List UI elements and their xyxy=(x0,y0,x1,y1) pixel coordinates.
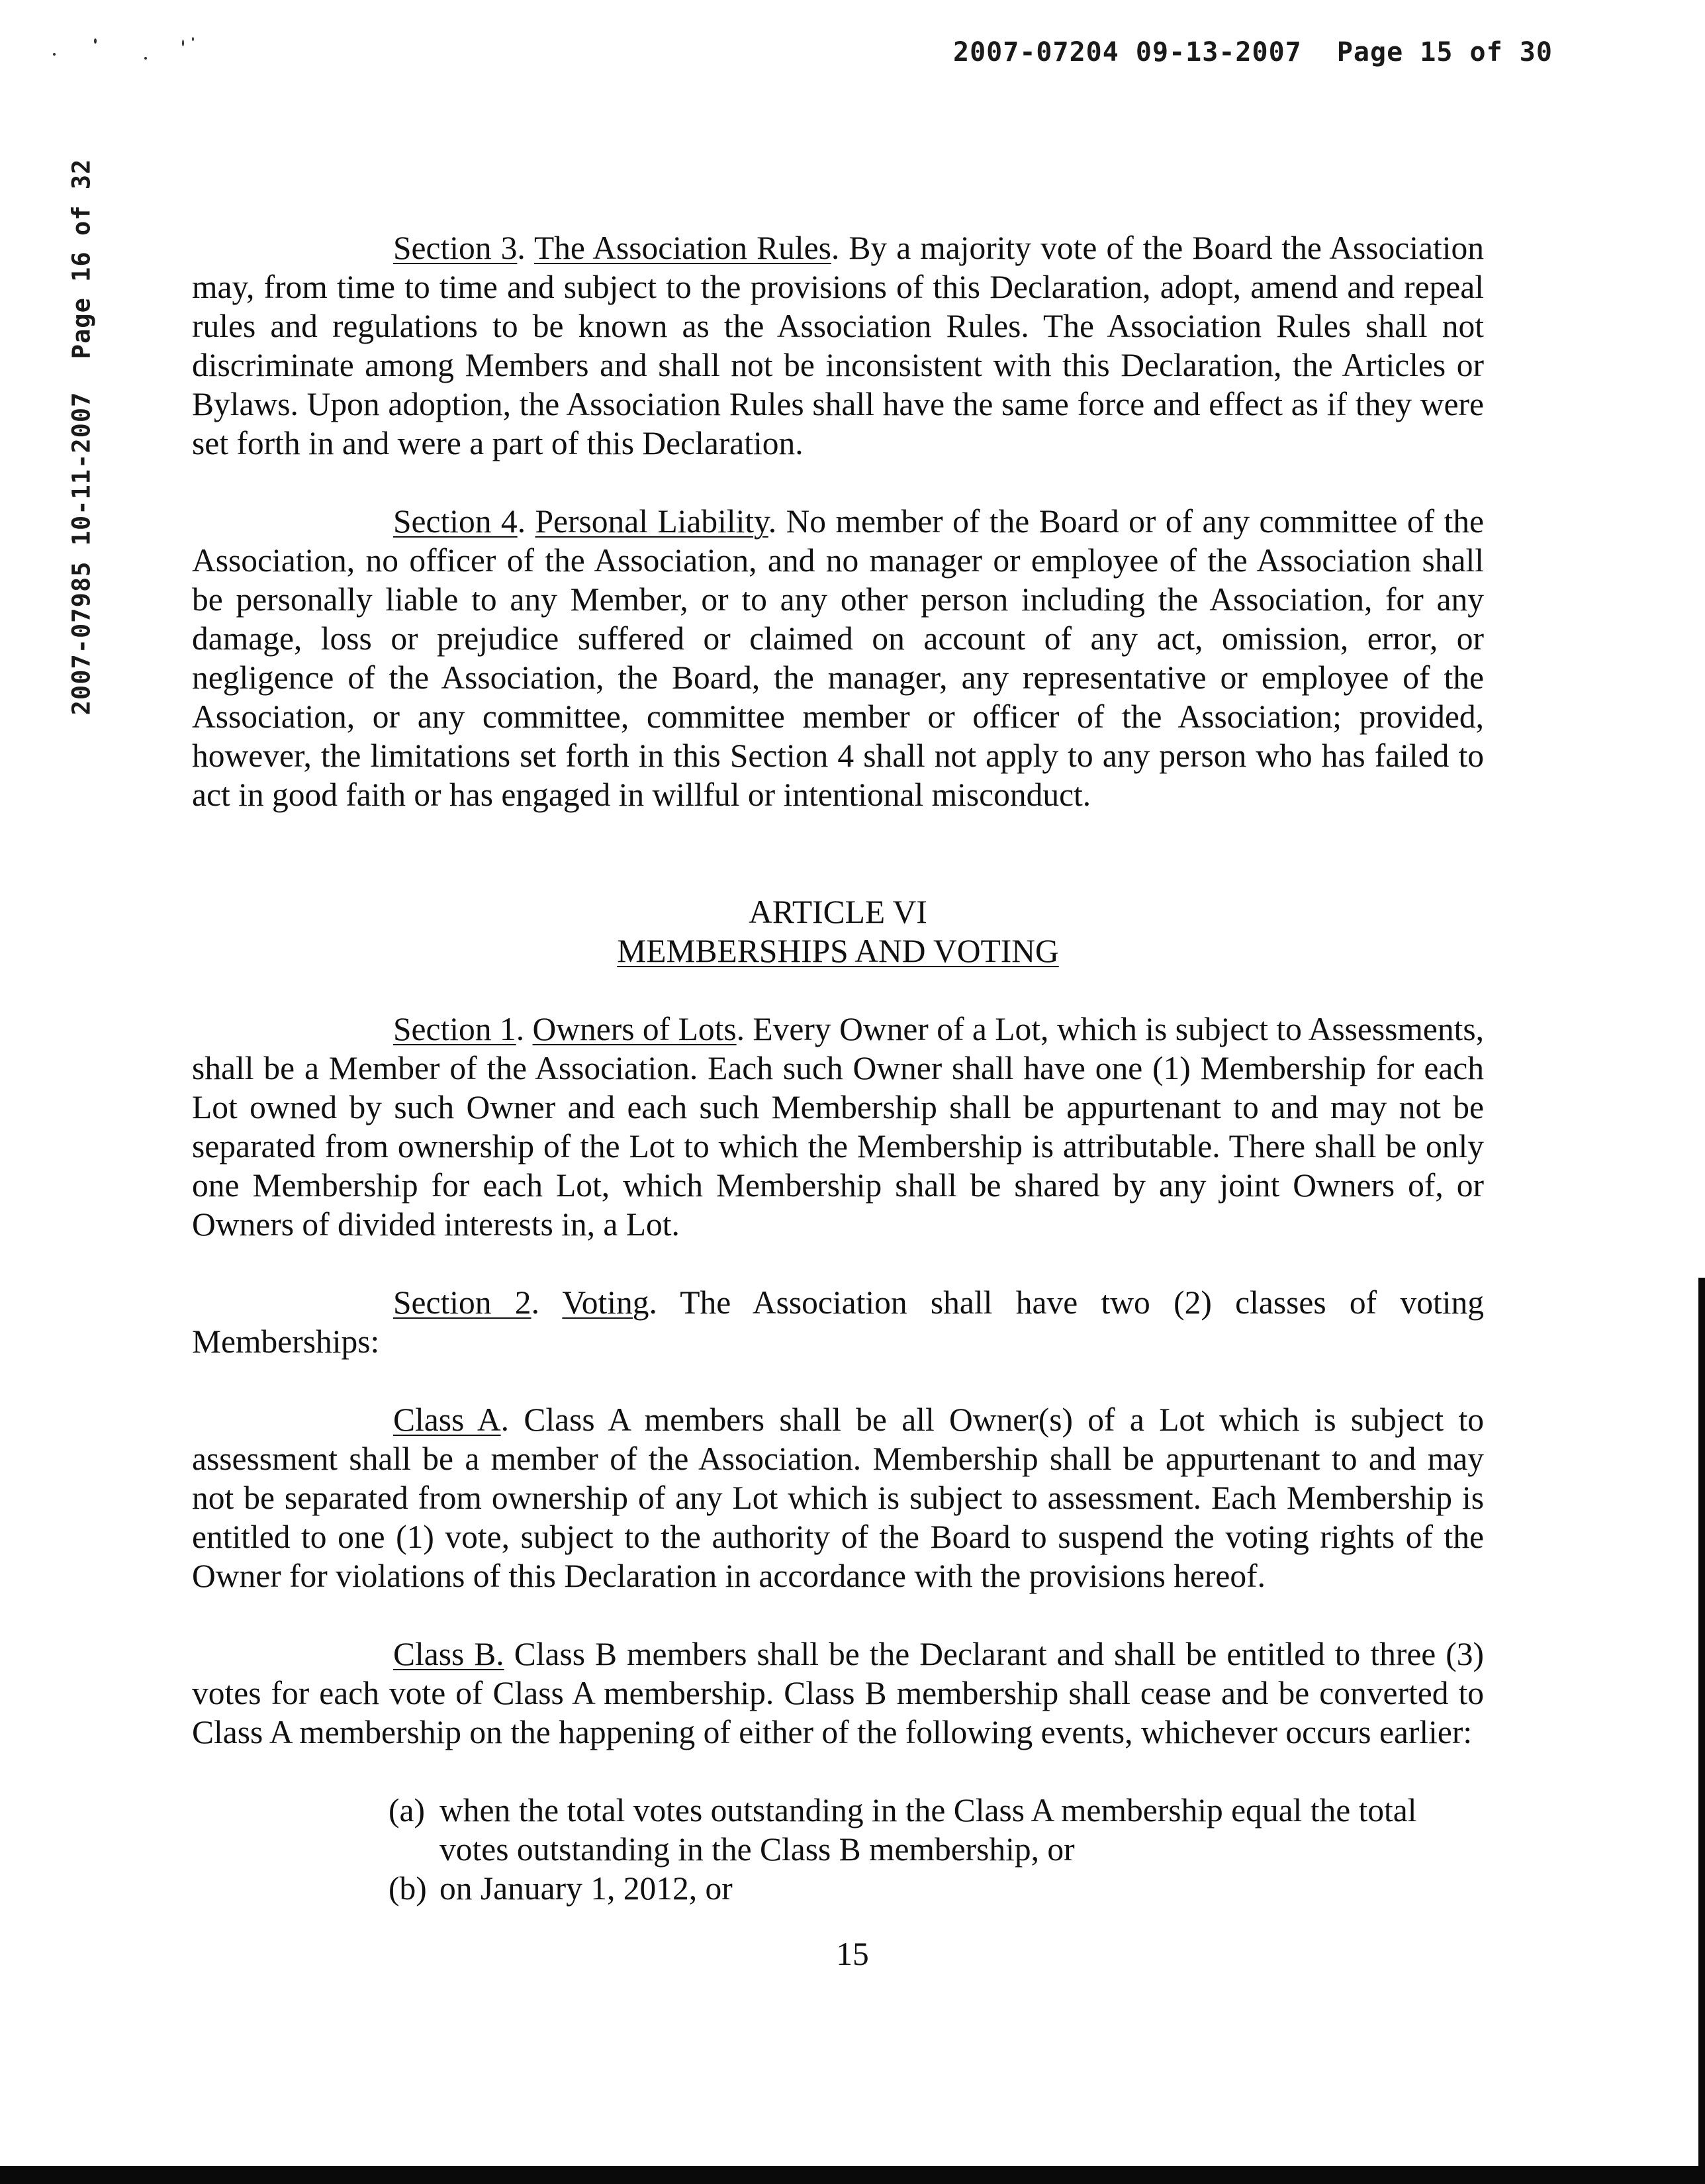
stamp-page: Page 16 of 32 xyxy=(67,158,96,359)
class-a-text: . Class A members shall be all Owner(s) of a Lot which is subject to assessment shall be a member of the Association. Membership shall be appurtenant to and may not be separated from ownership of any Lot which is subject to assessment. Each Membership is entitled to one (1) vote, subject to the authority of the Board to suspend the voting rights of the Owner for violations of this Declaration in accordance with the provisions hereof. xyxy=(192,1401,1484,1594)
list-item-text: when the total votes outstanding in the Class A membership equal the total votes outstanding in the Class B membership, or xyxy=(439,1792,1417,1868)
scan-speck xyxy=(192,37,194,41)
section-1-text: Every Owner of a Lot, which is subject to Assessments, shall be a Member of the Association. Each such Owner shall have one (1) Membership for each Lot owned by such Owner and each such Membership shall be appurtenant to and may not be separated from ownership of the Lot to which the Membership is attributable. There shall be only one Membership for each Lot, which Membership shall be shared by any joint Owners of, or Owners of divided interests in, a Lot. xyxy=(192,1011,1485,1243)
section-1-label: Section 1 xyxy=(393,1011,516,1047)
section-3-paragraph: Section 3. The Association Rules. By a majority vote of the Board the Association may, from time to time and subject to the provisions of this Declaration, adopt, amend and repeal rules and regulations to be known as the Association Rules. The Association Rules shall not discriminate among Members and shall not be inconsistent with this Declaration, the Articles or Bylaws. Upon adoption, the Association Rules shall have the same force and effect as if they were set forth in and were a part of this Declaration. xyxy=(192,230,1485,461)
scan-edge xyxy=(1698,0,1705,1278)
class-a-paragraph xyxy=(192,1400,1484,1595)
list-item-text: on January 1, 2012, or xyxy=(439,1870,733,1907)
document-body xyxy=(192,228,1484,1908)
side-stamp xyxy=(68,159,96,716)
fax-page: Page 15 of 30 xyxy=(1336,37,1553,68)
section-2-paragraph: Section 2. Voting. The Association shall have two (2) classes of voting Memberships: xyxy=(192,1284,1484,1360)
fax-header xyxy=(953,37,1553,68)
section-4-title: Personal Liability xyxy=(535,503,768,540)
scan-edge-dark xyxy=(1698,1278,1705,2166)
stamp-date: 10-11-2007 xyxy=(67,391,96,546)
class-b-text: Class B members shall be the Declarant and shall be entitled to three (3) votes for each vote of Class A membership. Class B membership shall cease and be converted to Class A membership on the happening of either of the following events, whichever occurs earlier: xyxy=(192,1636,1484,1750)
section-2-text: The Association shall have two (2) classes of voting Memberships: xyxy=(192,1284,1484,1360)
list-item xyxy=(389,1791,1484,1869)
scan-speck xyxy=(144,57,147,60)
stamp-doc-number: 2007-07985 xyxy=(67,561,96,716)
article-heading xyxy=(192,892,1484,971)
list-marker: (a) xyxy=(389,1792,425,1828)
section-4-text: No member of the Board or of any committee of the Association, no officer of the Association, and no manager or employee of the Association shall be personally liable to any Member, or to any other person including the Association, for any damage, loss or prejudice suffered or claimed on account of any act, omission, error, or negligence of the Association, the Board, the manager, any representative or employee of the Association, or any committee, committee member or officer of the Association; provided, however, the limitations set forth in this Section 4 shall not apply to any person who has failed to act in good faith or has engaged in willful or intentional misconduct. xyxy=(192,503,1484,813)
class-b-paragraph xyxy=(192,1635,1484,1752)
article-title: MEMBERSHIPS AND VOTING xyxy=(617,933,1059,969)
section-3-title: The Association Rules xyxy=(533,230,831,266)
class-b-label: Class B. xyxy=(393,1636,504,1672)
list-item xyxy=(389,1869,1484,1908)
section-2-title: Voting xyxy=(562,1284,649,1321)
fax-date: 09-13-2007 xyxy=(1135,37,1302,68)
section-3-label: Section 3 xyxy=(393,230,518,266)
section-4-paragraph: Section 4. Personal Liability. No member of the Board or of any committee of the Association, no officer of the Association, and no manager or employee of the Association shall be personally liable to any Member, or to any other person including the Association, for any damage, loss or prejudice suffered or claimed on account of any act, omission, error, or negligence of the Association, the Board, the manager, any representative or employee of the Association, or any committee, committee member or officer of the Association; provided, however, the limitations set forth in this Section 4 shall not apply to any person who has failed to act in good faith or has engaged in willful or intentional misconduct. xyxy=(192,503,1484,813)
section-1-title: Owners of Lots xyxy=(532,1011,737,1047)
article-number: ARTICLE VI xyxy=(749,894,927,930)
list-marker: (b) xyxy=(389,1870,427,1907)
section-2-label: Section 2 xyxy=(393,1284,531,1321)
scan-speck xyxy=(53,53,56,56)
scan-speck xyxy=(182,40,184,46)
fax-doc-number: 2007-07204 xyxy=(953,37,1119,68)
conversion-events-list xyxy=(389,1791,1484,1908)
section-1-paragraph: Section 1. Owners of Lots. Every Owner of a Lot, which is subject to Assessments, shall be a Member of the Association. Each such Owner shall have one (1) Membership for each Lot owned by such Owner and each such Membership shall be appurtenant to and may not be separated from ownership of the Lot to which the Membership is attributable. There shall be only one Membership for each Lot, which Membership shall be shared by any joint Owners of, or Owners of divided interests in, a Lot. xyxy=(192,1011,1485,1243)
class-a-label: Class A xyxy=(393,1401,501,1438)
section-3-text: By a majority vote of the Board the Association may, from time to time and subject to the provisions of this Declaration, adopt, amend and repeal rules and regulations to be known as the Association Rules. The Association Rules shall not discriminate among Members and shall not be inconsistent with this Declaration, the Articles or Bylaws. Upon adoption, the Association Rules shall have the same force and effect as if they were set forth in and were a part of this Declaration. xyxy=(192,230,1485,461)
section-4-label: Section 4 xyxy=(393,503,518,540)
scan-bottom-bar xyxy=(0,2166,1705,2184)
page-number: 15 xyxy=(836,1936,869,1972)
scan-speck xyxy=(94,38,97,44)
